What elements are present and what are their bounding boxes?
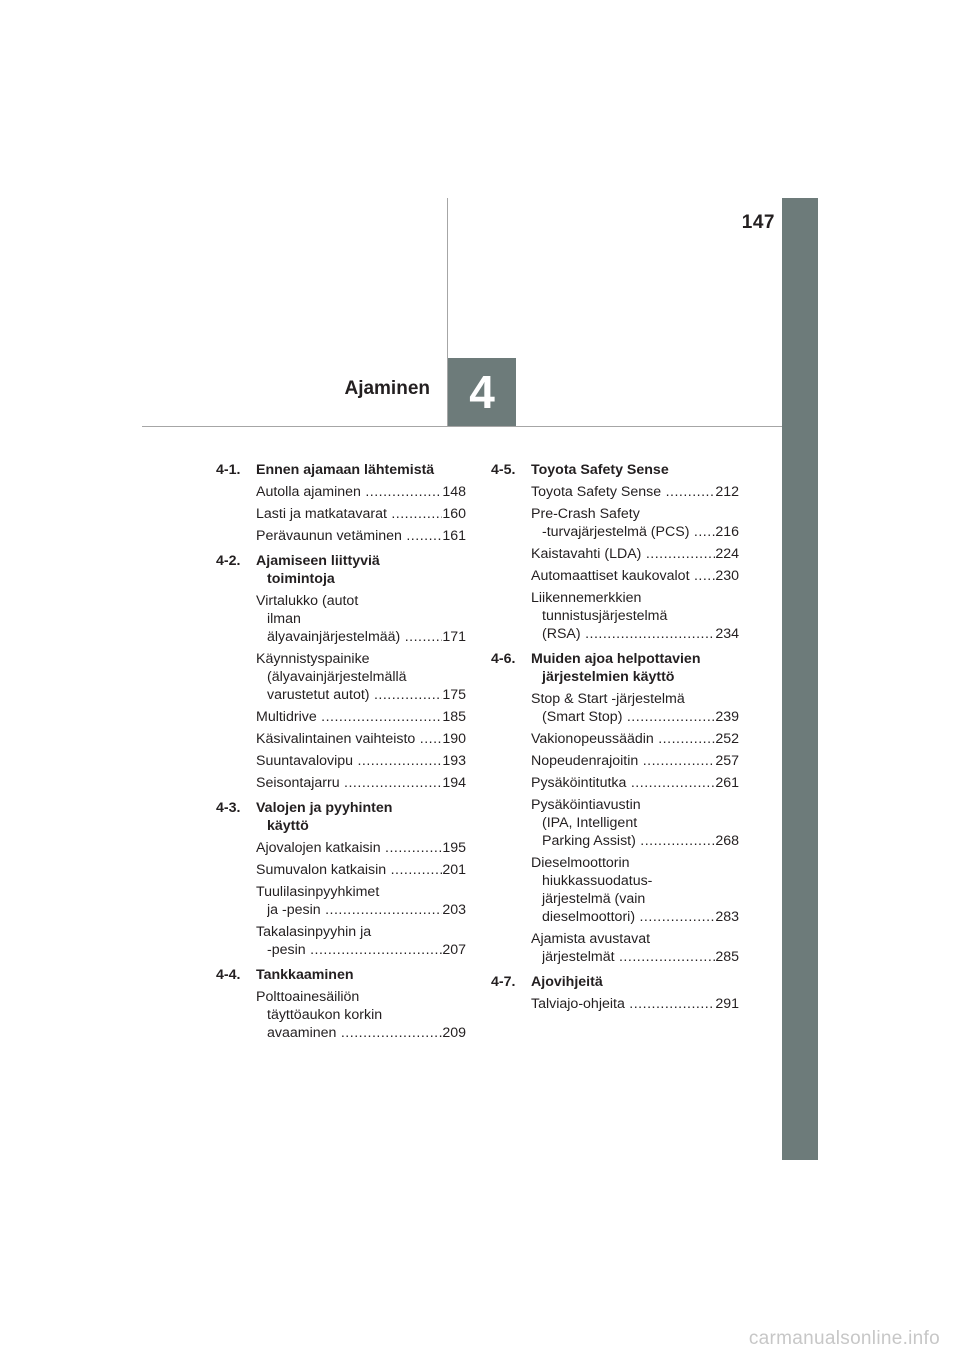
entry-text: Stop & Start -järjestelmä <box>531 691 685 707</box>
section-title: Toyota Safety Sense <box>531 462 669 478</box>
entry-text: dieselmoottori) ..... <box>542 908 715 926</box>
entry-page-number: 161 <box>442 528 466 544</box>
entry-text: Talviajo-ohjeita ..... <box>531 995 715 1013</box>
entry-text: Tuulilasinpyyhkimet <box>256 884 380 900</box>
page-number: 147 <box>741 212 775 233</box>
entry-page-number: 212 <box>715 484 739 500</box>
section-number: 4-5. <box>491 462 516 478</box>
section-number: 4-7. <box>491 974 516 990</box>
entry-page-number: 283 <box>715 909 739 925</box>
toc-entry[interactable] <box>256 505 466 523</box>
toc-section-heading[interactable] <box>216 552 466 588</box>
entry-page-number: 207 <box>442 942 466 958</box>
entry-page-number: 171 <box>442 629 466 645</box>
toc-entry[interactable] <box>256 752 466 770</box>
section-title: Muiden ajoa helpottavien järjestelmien käyttö <box>531 651 701 685</box>
toc-entry[interactable] <box>256 861 466 879</box>
entry-page-number: 209 <box>442 1025 466 1041</box>
toc-entry[interactable] <box>256 527 466 545</box>
entry-page-number: 190 <box>442 731 466 747</box>
chapter-number: 4 <box>469 366 495 418</box>
toc-entry[interactable] <box>256 883 466 919</box>
entry-text: tunnistusjärjestelmä <box>542 608 668 624</box>
entry-text: Lasti ja matkatavarat ..... <box>256 505 442 523</box>
entry-text: (älyavainjärjestelmällä <box>267 669 407 685</box>
entry-page-number: 194 <box>442 775 466 791</box>
entry-page-number: 201 <box>442 862 466 878</box>
entry-page-number: 224 <box>715 546 739 562</box>
toc-entry[interactable] <box>256 923 466 959</box>
entry-page-number: 175 <box>442 687 466 703</box>
section-number: 4-4. <box>216 967 241 983</box>
toc-entry[interactable] <box>531 567 739 585</box>
entry-text: ilman <box>267 611 301 627</box>
entry-text: hiukkassuodatus- <box>542 873 653 889</box>
section-title: Tankkaaminen <box>256 967 354 983</box>
entry-text: Parking Assist) ..... <box>542 832 715 850</box>
entry-text: Pysäköintitutka ..... <box>531 774 715 792</box>
toc-column-right <box>491 461 739 1013</box>
entry-text: Nopeudenrajoitin ..... <box>531 752 715 770</box>
entry-text: -pesin ..... <box>267 941 442 959</box>
section-title: Ajovihjeitä <box>531 974 603 990</box>
entry-text: Kaistavahti (LDA) ..... <box>531 545 715 563</box>
entry-text: Sumuvalon katkaisin ..... <box>256 861 442 879</box>
entry-page-number: 291 <box>715 996 739 1012</box>
toc-entry[interactable] <box>256 988 466 1042</box>
toc-entry[interactable] <box>531 995 739 1013</box>
entry-text: Pysäköintiavustin <box>531 797 641 813</box>
entry-page-number: 239 <box>715 709 739 725</box>
toc-entry[interactable] <box>531 930 739 966</box>
toc-entry[interactable] <box>531 796 739 850</box>
entry-page-number: 203 <box>442 902 466 918</box>
chapter-side-tab <box>782 198 818 1160</box>
toc-entry[interactable] <box>256 708 466 726</box>
chapter-number-box <box>448 358 516 426</box>
entry-text: Ajovalojen katkaisin ..... <box>256 839 442 857</box>
entry-text: (Smart Stop) ..... <box>542 708 715 726</box>
entry-page-number: 193 <box>442 753 466 769</box>
toc-entry[interactable] <box>531 505 739 541</box>
toc-section-heading[interactable] <box>491 650 739 686</box>
entry-text: Automaattiset kaukovalot ..... <box>531 567 715 585</box>
horizontal-rule <box>142 426 782 427</box>
entry-text: Virtalukko (autot <box>256 593 359 609</box>
entry-text: (RSA) ..... <box>542 625 715 643</box>
entry-text: varustetut autot) ..... <box>267 686 442 704</box>
entry-text: Käsivalintainen vaihteisto ..... <box>256 730 442 748</box>
entry-text: järjestelmät ..... <box>542 948 715 966</box>
entry-text: -turvajärjestelmä (PCS) ..... <box>542 523 715 541</box>
toc-entry[interactable] <box>531 774 739 792</box>
entry-text: täyttöaukon korkin <box>267 1007 383 1023</box>
entry-text: Suuntavalovipu ..... <box>256 752 442 770</box>
toc-entry[interactable] <box>256 650 466 704</box>
entry-page-number: 261 <box>715 775 739 791</box>
entry-page-number: 148 <box>442 484 466 500</box>
chapter-title: Ajaminen <box>344 378 430 399</box>
entry-page-number: 285 <box>715 949 739 965</box>
entry-text: älyavainjärjestelmää) ..... <box>267 628 442 646</box>
section-number: 4-1. <box>216 462 241 478</box>
entry-text: Liikennemerkkien <box>531 590 642 606</box>
entry-text: ja -pesin ..... <box>267 901 442 919</box>
entry-text: Dieselmoottorin <box>531 855 630 871</box>
entry-text: Pre-Crash Safety <box>531 506 640 522</box>
toc-section-heading[interactable] <box>216 461 466 479</box>
toc-entry[interactable] <box>256 483 466 501</box>
entry-page-number: 252 <box>715 731 739 747</box>
section-title: Ajamiseen liittyviä toimintoja <box>256 553 380 587</box>
entry-text: Perävaunun vetäminen ..... <box>256 527 442 545</box>
toc-entry[interactable] <box>531 589 739 643</box>
toc-entry[interactable] <box>531 690 739 726</box>
entry-page-number: 160 <box>442 506 466 522</box>
toc-entry[interactable] <box>256 730 466 748</box>
entry-page-number: 230 <box>715 568 739 584</box>
toc-entry[interactable] <box>256 592 466 646</box>
entry-text: Ajamista avustavat <box>531 931 651 947</box>
section-number: 4-6. <box>491 651 516 667</box>
entry-text: Toyota Safety Sense ..... <box>531 483 715 501</box>
entry-text: Polttoainesäiliön <box>256 989 360 1005</box>
section-title: Valojen ja pyyhinten käyttö <box>256 800 393 834</box>
section-number: 4-3. <box>216 800 241 816</box>
entry-text: Käynnistyspainike <box>256 651 370 667</box>
entry-page-number: 234 <box>715 626 739 642</box>
toc-section-heading[interactable] <box>491 461 739 479</box>
entry-text: järjestelmä (vain <box>542 891 646 907</box>
entry-text: Takalasinpyyhin ja <box>256 924 372 940</box>
entry-text: avaaminen ..... <box>267 1024 442 1042</box>
watermark-footer: carmanualsonline.info <box>748 1328 940 1349</box>
entry-text: Vakionopeussäädin ..... <box>531 730 715 748</box>
entry-text: (IPA, Intelligent <box>542 815 638 831</box>
entry-text: Multidrive ..... <box>256 708 442 726</box>
entry-text: Autolla ajaminen ..... <box>256 483 442 501</box>
entry-text: Seisontajarru ..... <box>256 774 442 792</box>
section-number: 4-2. <box>216 553 241 569</box>
toc-entry[interactable] <box>531 483 739 501</box>
toc-section-heading[interactable] <box>491 973 739 991</box>
toc-column-left <box>216 461 466 1042</box>
entry-page-number: 216 <box>715 524 739 540</box>
toc-entry[interactable] <box>531 730 739 748</box>
entry-page-number: 195 <box>442 840 466 856</box>
section-title: Ennen ajamaan lähtemistä <box>256 462 435 478</box>
toc-section-heading[interactable] <box>216 799 466 835</box>
entry-page-number: 185 <box>442 709 466 725</box>
toc-entry[interactable] <box>531 545 739 563</box>
entry-page-number: 268 <box>715 833 739 849</box>
toc-section-heading[interactable] <box>216 966 466 984</box>
toc-entry[interactable] <box>256 774 466 792</box>
entry-page-number: 257 <box>715 753 739 769</box>
toc-entry[interactable] <box>256 839 466 857</box>
toc-entry[interactable] <box>531 854 739 926</box>
toc-entry[interactable] <box>531 752 739 770</box>
